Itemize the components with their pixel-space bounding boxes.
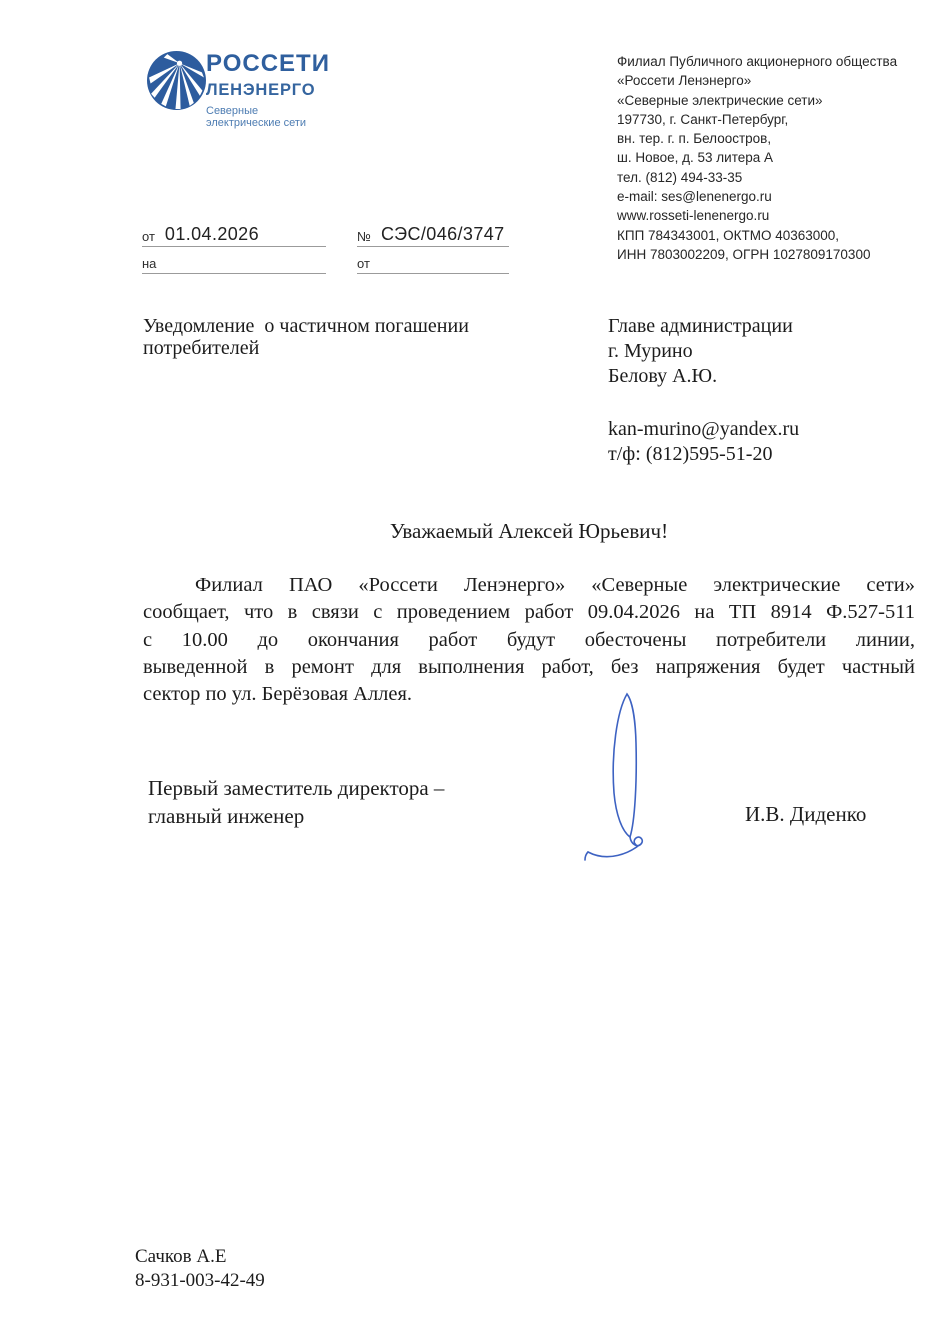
executor-phone: 8-931-003-42-49 (135, 1270, 265, 1291)
org-info-line: КПП 784343001, ОКТМО 40363000, (617, 227, 840, 243)
position-line1: Первый заместитель директора – (148, 776, 445, 800)
logo-text-block (206, 52, 330, 130)
number-label: № (357, 229, 371, 244)
recipient-city: г. Мурино (608, 340, 693, 362)
org-info-line: Филиал Публичного акционерного общества (617, 54, 898, 69)
brand-subtitle-line2: электрические сети (206, 117, 307, 129)
body-line: выведенной в ремонт для выполнения работ, без напряжения будет частный (143, 655, 915, 678)
recipient-name: Белову А.Ю. (608, 365, 718, 387)
org-info-line: ш. Новое, д. 53 литера А (617, 150, 774, 166)
date-value: 01.04.2026 (164, 224, 259, 244)
brand-subtitle-line1: Северные (206, 104, 259, 117)
executor-contact (135, 1245, 265, 1293)
recipient-email: kan-murino@yandex.ru (608, 418, 800, 440)
body-line: Филиал ПАО «Россети Ленэнерго» «Северные электрические сети» (195, 574, 915, 596)
org-info-line: «Северные электрические сети» (617, 92, 823, 108)
recipient-block (608, 314, 799, 467)
org-info-block (617, 52, 917, 264)
salutation: Уважаемый Алексей Юрьевич! (389, 519, 669, 543)
number-value: СЭС/046/3747 (380, 224, 505, 244)
org-info-line: «Россети Ленэнерго» (617, 73, 752, 89)
executor-name: Сачков А.Е (135, 1246, 227, 1267)
position-line2: главный инженер (148, 804, 305, 828)
org-info-line: вн. тер. г. п. Белоостров, (617, 131, 772, 147)
org-info-line: тел. (812) 494-33-35 (617, 169, 743, 185)
handwritten-signature-ink (578, 683, 678, 873)
body-line: сообщает, что в связи с проведением работ 09.04.2026 на ТП 8914 Ф.527-511 (143, 601, 915, 624)
reply-to-label: на (142, 256, 157, 271)
signatory-name: И.В. Диденко (745, 802, 867, 826)
org-info-line: ИНН 7803002209, ОГРН 1027809170300 (617, 246, 871, 262)
body-line: сектор по ул. Берёзовая Аллея. (143, 683, 413, 706)
letter-subject: Уведомление о частичном погашении потребителей (143, 315, 474, 359)
reply-from-field (357, 250, 509, 274)
brand-division: ЛЕНЭНЕРГО (206, 81, 316, 99)
letter-date-field (142, 219, 326, 247)
rosseti-globe-icon (146, 50, 207, 111)
reply-to-field (142, 250, 326, 274)
signatory-position (148, 774, 444, 830)
reply-from-label: от (357, 256, 370, 271)
brand-name: РОССЕТИ (206, 50, 330, 77)
date-label: от (142, 229, 155, 244)
recipient-title: Главе администрации (608, 315, 793, 337)
body-line: с 10.00 до окончания работ будут обесточены потребители линии, (143, 628, 915, 651)
org-info-line: e-mail: ses@lenenergo.ru (617, 189, 772, 205)
letter-number-field (357, 219, 509, 247)
recipient-phone: т/ф: (812)595-51-20 (608, 443, 773, 465)
letter-body (143, 572, 915, 708)
org-info-line: 197730, г. Санкт-Петербург, (617, 111, 789, 127)
org-info-line: www.rosseti-lenenergo.ru (617, 208, 770, 224)
